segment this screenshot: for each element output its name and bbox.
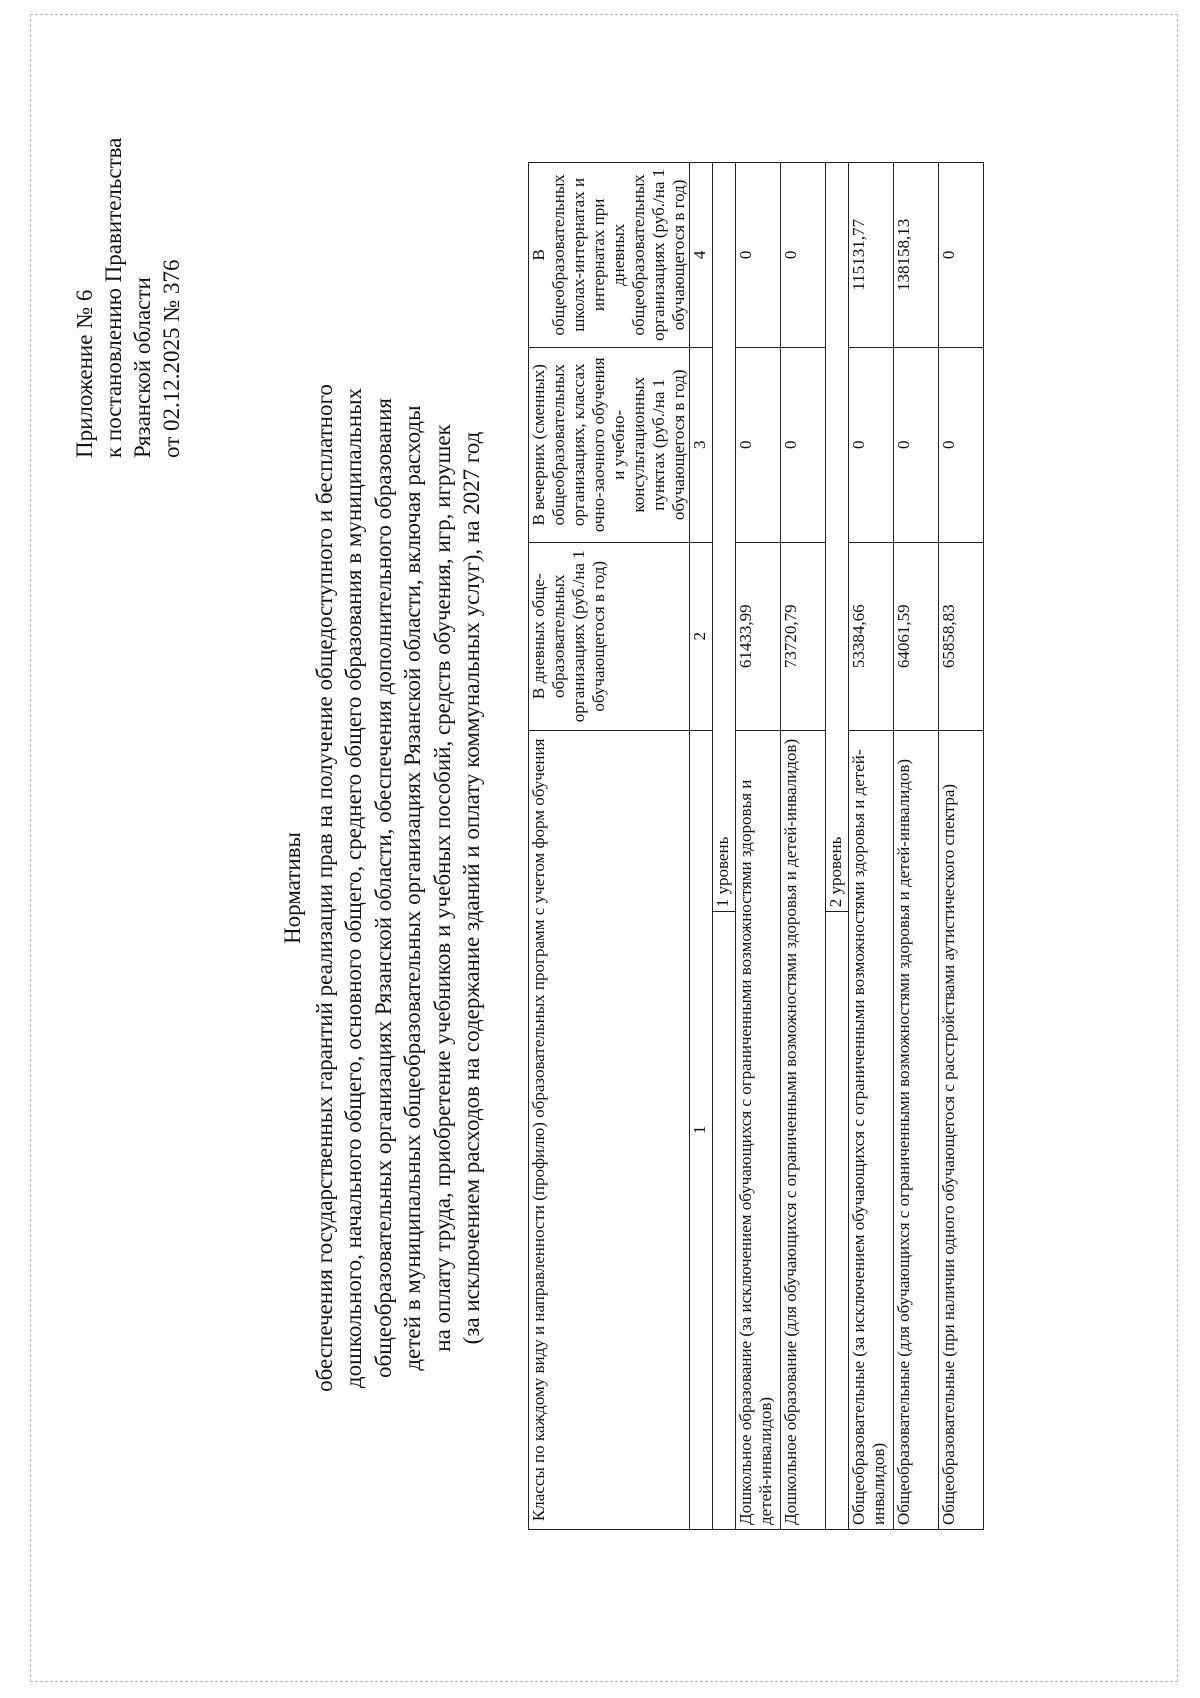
row-name: Дошкольное образование (для обучающихся с ограниченными возможностями здоровья и детей-инвалидов) bbox=[781, 730, 826, 1529]
row-value-evening: 0 bbox=[781, 347, 826, 542]
header-day-schools: В дневных обще-образовательных организациях (руб./на 1 обучающегося в год) bbox=[529, 542, 690, 730]
column-number: 4 bbox=[690, 163, 713, 348]
row-name: Дошкольное образование (за исключением обучающихся с ограниченными возможностями здоровья и детей-инвалидов) bbox=[736, 730, 781, 1529]
table-row bbox=[939, 163, 984, 1530]
header-evening-schools: В вечерних (сменных) общеобразовательных организациях, классах очно-заочного обучения и учебно-консультационных пунктах (руб./на 1 обучающегося в год) bbox=[529, 347, 690, 542]
row-value-boarding: 0 bbox=[939, 163, 984, 348]
level-label: 2 уровень bbox=[826, 163, 849, 912]
row-value-day: 65858,83 bbox=[939, 542, 984, 730]
table-row bbox=[736, 163, 781, 1530]
level-row bbox=[713, 163, 736, 1530]
row-value-boarding: 115131,77 bbox=[849, 163, 894, 348]
appendix-number: Приложение № 6 bbox=[72, 289, 97, 458]
row-value-boarding: 138158,13 bbox=[894, 163, 939, 348]
title-line: (за исключением расходов на содержание зданий и оплату коммунальных услуг), на 2027 год bbox=[459, 431, 484, 1345]
appendix-block bbox=[70, 58, 186, 458]
table-row bbox=[781, 163, 826, 1530]
row-value-boarding: 0 bbox=[781, 163, 826, 348]
row-value-evening: 0 bbox=[939, 347, 984, 542]
row-name: Общеобразовательные (за исключением обучающихся с ограниченными возможностями здоровья и детей-инвалидов) bbox=[849, 730, 894, 1529]
title-line: общеобразовательных организациях Рязанской области, обеспечения дополнительного образования bbox=[370, 398, 396, 1378]
level-label: 1 уровень bbox=[713, 163, 736, 912]
row-value-evening: 0 bbox=[849, 347, 894, 542]
column-number-row bbox=[690, 163, 713, 1530]
column-number: 3 bbox=[690, 347, 713, 542]
appendix-region: Рязанской области bbox=[130, 277, 155, 458]
title-line: обеспечения государственных гарантий реализации прав на получение общедоступного и бесплатного bbox=[311, 384, 337, 1392]
row-value-day: 53384,66 bbox=[849, 542, 894, 730]
appendix-ref: к постановлению Правительства bbox=[101, 137, 126, 458]
table-row bbox=[849, 163, 894, 1530]
row-value-day: 64061,59 bbox=[894, 542, 939, 730]
appendix-date: от 02.12.2025 № 376 bbox=[159, 259, 184, 458]
row-name: Общеобразовательные (при наличии одного обучающегося с расстройствами аутистического спектра) bbox=[939, 730, 984, 1529]
row-value-evening: 0 bbox=[894, 347, 939, 542]
norms-table-wrap bbox=[528, 162, 984, 1530]
table-row bbox=[894, 163, 939, 1530]
header-classes: Классы по каждому виду и направленности (профилю) образовательных программ с учетом форм обучения bbox=[529, 730, 690, 1529]
row-value-day: 61433,99 bbox=[736, 542, 781, 730]
column-number: 1 bbox=[690, 730, 713, 1529]
row-value-evening: 0 bbox=[736, 347, 781, 542]
row-name: Общеобразовательные (для обучающихся с ограниченными возможностями здоровья и детей-инвалидов) bbox=[894, 730, 939, 1529]
title-line: на оплату труда, приобретение учебников и учебных пособий, средств обучения, игр, игрушек bbox=[429, 424, 455, 1352]
level-row bbox=[826, 163, 849, 1530]
document-title bbox=[278, 198, 487, 1578]
norms-table bbox=[528, 162, 984, 1530]
row-value-boarding: 0 bbox=[736, 163, 781, 348]
table-header-row bbox=[529, 163, 690, 1530]
row-value-day: 73720,79 bbox=[781, 542, 826, 730]
header-boarding-schools: В общеобразовательных школах-интернатах и интернатах при дневных общеобразовательных организациях (руб./на 1 обучающегося в год) bbox=[529, 163, 690, 348]
column-number: 2 bbox=[690, 542, 713, 730]
title-line: детей в муниципальных общеобразовательных организациях Рязанской области, включая расходы bbox=[400, 405, 425, 1371]
title-heading: Нормативы bbox=[280, 832, 305, 944]
title-line: дошкольного, начального общего, основного общего, среднего общего образования в муниципальных bbox=[341, 387, 366, 1389]
